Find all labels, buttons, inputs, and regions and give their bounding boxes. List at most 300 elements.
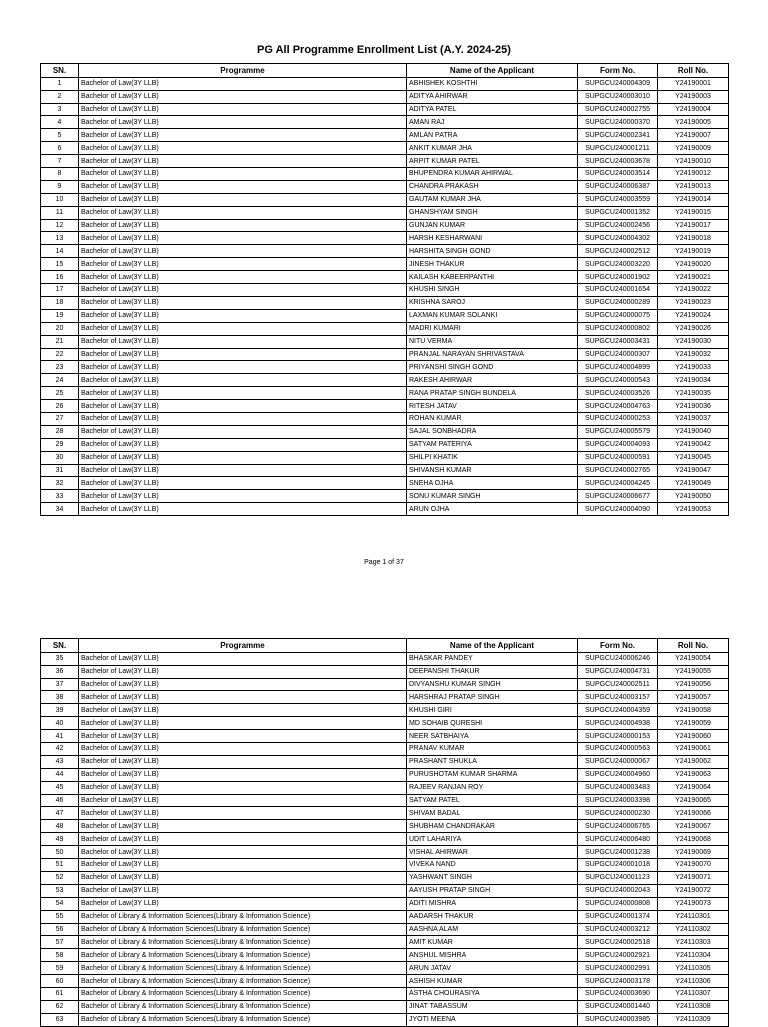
programme-cell: Bachelor of Law(3Y LLB) <box>79 142 407 155</box>
roll-number-cell: Y24110308 <box>658 1000 729 1013</box>
serial-number-cell: 10 <box>41 193 79 206</box>
serial-number-cell: 53 <box>41 884 79 897</box>
programme-cell: Bachelor of Law(3Y LLB) <box>79 665 407 678</box>
roll-number-cell: Y24190061 <box>658 743 729 756</box>
form-number-cell: SUPGCU240006765 <box>578 820 658 833</box>
serial-number-cell: 46 <box>41 794 79 807</box>
roll-number-cell: Y24190066 <box>658 807 729 820</box>
form-number-cell: SUPGCU240003514 <box>578 168 658 181</box>
table-row <box>41 335 729 348</box>
serial-number-cell: 7 <box>41 155 79 168</box>
roll-number-cell: Y24190021 <box>658 271 729 284</box>
programme-cell: Bachelor of Law(3Y LLB) <box>79 232 407 245</box>
applicant-name-cell: GUNJAN KUMAR <box>407 219 578 232</box>
programme-cell: Bachelor of Law(3Y LLB) <box>79 871 407 884</box>
serial-number-cell: 14 <box>41 245 79 258</box>
programme-cell: Bachelor of Law(3Y LLB) <box>79 206 407 219</box>
programme-cell: Bachelor of Law(3Y LLB) <box>79 90 407 103</box>
table-row <box>41 374 729 387</box>
serial-number-cell: 38 <box>41 691 79 704</box>
programme-cell: Bachelor of Library & Information Sciences(Library & Information Science) <box>79 987 407 1000</box>
applicant-name-cell: PURUSHOTAM KUMAR SHARMA <box>407 768 578 781</box>
roll-number-cell: Y24190037 <box>658 412 729 425</box>
roll-number-cell: Y24190034 <box>658 374 729 387</box>
roll-number-cell: Y24110307 <box>658 987 729 1000</box>
applicant-name-cell: SATYAM PATERIYA <box>407 438 578 451</box>
col-header-programme: Programme <box>79 639 407 653</box>
form-number-cell: SUPGCU240000808 <box>578 897 658 910</box>
applicant-name-cell: AADARSH THAKUR <box>407 910 578 923</box>
roll-number-cell: Y24190058 <box>658 704 729 717</box>
form-number-cell: SUPGCU240003678 <box>578 155 658 168</box>
form-number-cell: SUPGCU240002921 <box>578 949 658 962</box>
form-number-cell: SUPGCU240004899 <box>578 361 658 374</box>
programme-cell: Bachelor of Law(3Y LLB) <box>79 77 407 90</box>
applicant-name-cell: GAUTAM KUMAR JHA <box>407 193 578 206</box>
serial-number-cell: 43 <box>41 755 79 768</box>
programme-cell: Bachelor of Law(3Y LLB) <box>79 781 407 794</box>
table-row <box>41 884 729 897</box>
applicant-name-cell: BHUPENDRA KUMAR AHIRWAL <box>407 168 578 181</box>
serial-number-cell: 23 <box>41 361 79 374</box>
roll-number-cell: Y24190065 <box>658 794 729 807</box>
roll-number-cell: Y24190024 <box>658 309 729 322</box>
programme-cell: Bachelor of Law(3Y LLB) <box>79 490 407 503</box>
applicant-name-cell: ASTHA CHOURASIYA <box>407 987 578 1000</box>
serial-number-cell: 9 <box>41 180 79 193</box>
table-row <box>41 652 729 665</box>
form-number-cell: SUPGCU240000370 <box>578 116 658 129</box>
serial-number-cell: 30 <box>41 451 79 464</box>
programme-cell: Bachelor of Law(3Y LLB) <box>79 155 407 168</box>
table-header-row <box>41 64 729 78</box>
roll-number-cell: Y24190049 <box>658 477 729 490</box>
roll-number-cell: Y24190023 <box>658 296 729 309</box>
programme-cell: Bachelor of Law(3Y LLB) <box>79 859 407 872</box>
form-number-cell: SUPGCU240004093 <box>578 438 658 451</box>
serial-number-cell: 40 <box>41 717 79 730</box>
form-number-cell: SUPGCU240002511 <box>578 678 658 691</box>
applicant-name-cell: RITESH JATAV <box>407 400 578 413</box>
table-row <box>41 103 729 116</box>
table-row <box>41 1000 729 1013</box>
serial-number-cell: 58 <box>41 949 79 962</box>
programme-cell: Bachelor of Law(3Y LLB) <box>79 503 407 516</box>
roll-number-cell: Y24110309 <box>658 1013 729 1026</box>
serial-number-cell: 51 <box>41 859 79 872</box>
applicant-name-cell: KAILASH KABEERPANTHI <box>407 271 578 284</box>
table-row <box>41 962 729 975</box>
serial-number-cell: 49 <box>41 833 79 846</box>
serial-number-cell: 52 <box>41 871 79 884</box>
table-row <box>41 168 729 181</box>
applicant-name-cell: SAJAL SONBHADRA <box>407 425 578 438</box>
form-number-cell: SUPGCU240001352 <box>578 206 658 219</box>
applicant-name-cell: PRANAV KUMAR <box>407 743 578 756</box>
form-number-cell: SUPGCU240004302 <box>578 232 658 245</box>
form-number-cell: SUPGCU240000563 <box>578 743 658 756</box>
col-header-roll-no: Roll No. <box>658 639 729 653</box>
form-number-cell: SUPGCU240000543 <box>578 374 658 387</box>
serial-number-cell: 37 <box>41 678 79 691</box>
roll-number-cell: Y24110304 <box>658 949 729 962</box>
applicant-name-cell: SNEHA OJHA <box>407 477 578 490</box>
table-row <box>41 77 729 90</box>
table-row <box>41 271 729 284</box>
form-number-cell: SUPGCU240000230 <box>578 807 658 820</box>
applicant-name-cell: ASHISH KUMAR <box>407 975 578 988</box>
programme-cell: Bachelor of Law(3Y LLB) <box>79 755 407 768</box>
roll-number-cell: Y24190062 <box>658 755 729 768</box>
applicant-name-cell: JINAT TABASSUM <box>407 1000 578 1013</box>
roll-number-cell: Y24190059 <box>658 717 729 730</box>
roll-number-cell: Y24190050 <box>658 490 729 503</box>
roll-number-cell: Y24190047 <box>658 464 729 477</box>
form-number-cell: SUPGCU240002765 <box>578 464 658 477</box>
form-number-cell: SUPGCU240001123 <box>578 871 658 884</box>
form-number-cell: SUPGCU240003559 <box>578 193 658 206</box>
roll-number-cell: Y24190022 <box>658 284 729 297</box>
form-number-cell: SUPGCU240003985 <box>578 1013 658 1026</box>
applicant-name-cell: RAKESH AHIRWAR <box>407 374 578 387</box>
programme-cell: Bachelor of Library & Information Sciences(Library & Information Science) <box>79 923 407 936</box>
form-number-cell: SUPGCU240002518 <box>578 936 658 949</box>
programme-cell: Bachelor of Law(3Y LLB) <box>79 116 407 129</box>
programme-cell: Bachelor of Library & Information Sciences(Library & Information Science) <box>79 1000 407 1013</box>
form-number-cell: SUPGCU240000153 <box>578 730 658 743</box>
form-number-cell: SUPGCU240001211 <box>578 142 658 155</box>
col-header-programme: Programme <box>79 64 407 78</box>
roll-number-cell: Y24190054 <box>658 652 729 665</box>
col-header-applicant-name: Name of the Applicant <box>407 639 578 653</box>
table-row <box>41 503 729 516</box>
roll-number-cell: Y24190063 <box>658 768 729 781</box>
roll-number-cell: Y24190026 <box>658 322 729 335</box>
programme-cell: Bachelor of Law(3Y LLB) <box>79 309 407 322</box>
roll-number-cell: Y24190033 <box>658 361 729 374</box>
programme-cell: Bachelor of Law(3Y LLB) <box>79 717 407 730</box>
table-row <box>41 820 729 833</box>
table-row <box>41 245 729 258</box>
roll-number-cell: Y24190015 <box>658 206 729 219</box>
applicant-name-cell: UDIT LAHARIYA <box>407 833 578 846</box>
form-number-cell: SUPGCU240002043 <box>578 884 658 897</box>
col-header-sn: SN. <box>41 639 79 653</box>
applicant-name-cell: AMIT KUMAR <box>407 936 578 949</box>
form-number-cell: SUPGCU240002512 <box>578 245 658 258</box>
form-number-cell: SUPGCU240001238 <box>578 846 658 859</box>
applicant-name-cell: ADITYA PATEL <box>407 103 578 116</box>
roll-number-cell: Y24110306 <box>658 975 729 988</box>
form-number-cell: SUPGCU240006677 <box>578 490 658 503</box>
roll-number-cell: Y24190057 <box>658 691 729 704</box>
applicant-name-cell: ARUN OJHA <box>407 503 578 516</box>
col-header-applicant-name: Name of the Applicant <box>407 64 578 78</box>
programme-cell: Bachelor of Law(3Y LLB) <box>79 884 407 897</box>
table-row <box>41 807 729 820</box>
table-row <box>41 387 729 400</box>
roll-number-cell: Y24190009 <box>658 142 729 155</box>
table-row <box>41 910 729 923</box>
applicant-name-cell: HARSHITA SINGH GOND <box>407 245 578 258</box>
table-row <box>41 348 729 361</box>
table-row <box>41 464 729 477</box>
serial-number-cell: 57 <box>41 936 79 949</box>
table-row <box>41 284 729 297</box>
table-row <box>41 949 729 962</box>
table-row <box>41 309 729 322</box>
programme-cell: Bachelor of Law(3Y LLB) <box>79 284 407 297</box>
applicant-name-cell: ARUN JATAV <box>407 962 578 975</box>
serial-number-cell: 22 <box>41 348 79 361</box>
programme-cell: Bachelor of Library & Information Sciences(Library & Information Science) <box>79 1013 407 1026</box>
roll-number-cell: Y24110302 <box>658 923 729 936</box>
form-number-cell: SUPGCU240001654 <box>578 284 658 297</box>
form-number-cell: SUPGCU240000591 <box>578 451 658 464</box>
applicant-name-cell: NITU VERMA <box>407 335 578 348</box>
serial-number-cell: 35 <box>41 652 79 665</box>
col-header-form-no: Form No. <box>578 64 658 78</box>
table-row <box>41 180 729 193</box>
form-number-cell: SUPGCU240006246 <box>578 652 658 665</box>
applicant-name-cell: PRIYANSHI SINGH GOND <box>407 361 578 374</box>
applicant-name-cell: KHUSHI SINGH <box>407 284 578 297</box>
roll-number-cell: Y24190020 <box>658 258 729 271</box>
roll-number-cell: Y24190068 <box>658 833 729 846</box>
serial-number-cell: 60 <box>41 975 79 988</box>
roll-number-cell: Y24190070 <box>658 859 729 872</box>
serial-number-cell: 18 <box>41 296 79 309</box>
applicant-name-cell: YASHWANT SINGH <box>407 871 578 884</box>
page-title: PG All Programme Enrollment List (A.Y. 2024-25) <box>257 44 511 56</box>
roll-number-cell: Y24190017 <box>658 219 729 232</box>
roll-number-cell: Y24190032 <box>658 348 729 361</box>
applicant-name-cell: AMAN RAJ <box>407 116 578 129</box>
serial-number-cell: 21 <box>41 335 79 348</box>
table-row <box>41 412 729 425</box>
form-number-cell: SUPGCU240002456 <box>578 219 658 232</box>
table-row <box>41 206 729 219</box>
roll-number-cell: Y24190069 <box>658 846 729 859</box>
serial-number-cell: 4 <box>41 116 79 129</box>
roll-number-cell: Y24190040 <box>658 425 729 438</box>
form-number-cell: SUPGCU240000289 <box>578 296 658 309</box>
table-row <box>41 755 729 768</box>
form-number-cell: SUPGCU240002341 <box>578 129 658 142</box>
form-number-cell: SUPGCU240000253 <box>578 412 658 425</box>
roll-number-cell: Y24190056 <box>658 678 729 691</box>
applicant-name-cell: AAYUSH PRATAP SINGH <box>407 884 578 897</box>
table-header-row <box>41 639 729 653</box>
table-row <box>41 678 729 691</box>
roll-number-cell: Y24190035 <box>658 387 729 400</box>
roll-number-cell: Y24190013 <box>658 180 729 193</box>
form-number-cell: SUPGCU240003220 <box>578 258 658 271</box>
table-row <box>41 923 729 936</box>
table-row <box>41 296 729 309</box>
table-row <box>41 717 729 730</box>
roll-number-cell: Y24190004 <box>658 103 729 116</box>
programme-cell: Bachelor of Law(3Y LLB) <box>79 168 407 181</box>
serial-number-cell: 15 <box>41 258 79 271</box>
programme-cell: Bachelor of Law(3Y LLB) <box>79 258 407 271</box>
applicant-name-cell: PRASHANT SHUKLA <box>407 755 578 768</box>
table-row <box>41 936 729 949</box>
roll-number-cell: Y24190071 <box>658 871 729 884</box>
programme-cell: Bachelor of Library & Information Sciences(Library & Information Science) <box>79 910 407 923</box>
table-row <box>41 1013 729 1026</box>
form-number-cell: SUPGCU240002991 <box>578 962 658 975</box>
page-number: Page 1 of 37 <box>364 559 404 566</box>
serial-number-cell: 13 <box>41 232 79 245</box>
programme-cell: Bachelor of Law(3Y LLB) <box>79 335 407 348</box>
applicant-name-cell: AASHNA ALAM <box>407 923 578 936</box>
form-number-cell: SUPGCU240004960 <box>578 768 658 781</box>
table-row <box>41 193 729 206</box>
table-row <box>41 768 729 781</box>
applicant-name-cell: PRANJAL NARAYAN SHRIVASTAVA <box>407 348 578 361</box>
programme-cell: Bachelor of Law(3Y LLB) <box>79 400 407 413</box>
form-number-cell: SUPGCU240003431 <box>578 335 658 348</box>
serial-number-cell: 33 <box>41 490 79 503</box>
roll-number-cell: Y24190007 <box>658 129 729 142</box>
programme-cell: Bachelor of Law(3Y LLB) <box>79 322 407 335</box>
applicant-name-cell: ADITYA AHIRWAR <box>407 90 578 103</box>
programme-cell: Bachelor of Law(3Y LLB) <box>79 348 407 361</box>
form-number-cell: SUPGCU240000067 <box>578 755 658 768</box>
serial-number-cell: 45 <box>41 781 79 794</box>
applicant-name-cell: NEER SATBHAIYA <box>407 730 578 743</box>
roll-number-cell: Y24190018 <box>658 232 729 245</box>
serial-number-cell: 42 <box>41 743 79 756</box>
table-row <box>41 219 729 232</box>
programme-cell: Bachelor of Law(3Y LLB) <box>79 387 407 400</box>
roll-number-cell: Y24110303 <box>658 936 729 949</box>
serial-number-cell: 59 <box>41 962 79 975</box>
serial-number-cell: 32 <box>41 477 79 490</box>
table-row <box>41 833 729 846</box>
roll-number-cell: Y24190010 <box>658 155 729 168</box>
roll-number-cell: Y24190036 <box>658 400 729 413</box>
programme-cell: Bachelor of Law(3Y LLB) <box>79 743 407 756</box>
form-number-cell: SUPGCU240004763 <box>578 400 658 413</box>
table-row <box>41 665 729 678</box>
serial-number-cell: 20 <box>41 322 79 335</box>
programme-cell: Bachelor of Law(3Y LLB) <box>79 271 407 284</box>
form-number-cell: SUPGCU240001902 <box>578 271 658 284</box>
programme-cell: Bachelor of Law(3Y LLB) <box>79 820 407 833</box>
programme-cell: Bachelor of Law(3Y LLB) <box>79 425 407 438</box>
table-row <box>41 451 729 464</box>
serial-number-cell: 29 <box>41 438 79 451</box>
form-number-cell: SUPGCU240003526 <box>578 387 658 400</box>
table-row <box>41 477 729 490</box>
programme-cell: Bachelor of Law(3Y LLB) <box>79 361 407 374</box>
programme-cell: Bachelor of Library & Information Sciences(Library & Information Science) <box>79 949 407 962</box>
applicant-name-cell: RANA PRATAP SINGH BUNDELA <box>407 387 578 400</box>
form-number-cell: SUPGCU240004359 <box>578 704 658 717</box>
serial-number-cell: 34 <box>41 503 79 516</box>
serial-number-cell: 39 <box>41 704 79 717</box>
table-row <box>41 871 729 884</box>
form-number-cell: SUPGCU240003483 <box>578 781 658 794</box>
applicant-name-cell: RAJEEV RANJAN ROY <box>407 781 578 794</box>
programme-cell: Bachelor of Law(3Y LLB) <box>79 652 407 665</box>
roll-number-cell: Y24190053 <box>658 503 729 516</box>
form-number-cell: SUPGCU240003010 <box>578 90 658 103</box>
table-row <box>41 425 729 438</box>
enrollment-table-page-1 <box>40 63 729 516</box>
table-row <box>41 116 729 129</box>
table-row <box>41 142 729 155</box>
table-row <box>41 258 729 271</box>
form-number-cell: SUPGCU240003398 <box>578 794 658 807</box>
programme-cell: Bachelor of Law(3Y LLB) <box>79 794 407 807</box>
serial-number-cell: 11 <box>41 206 79 219</box>
programme-cell: Bachelor of Library & Information Sciences(Library & Information Science) <box>79 962 407 975</box>
form-number-cell: SUPGCU240001018 <box>578 859 658 872</box>
programme-cell: Bachelor of Law(3Y LLB) <box>79 833 407 846</box>
serial-number-cell: 19 <box>41 309 79 322</box>
roll-number-cell: Y24190060 <box>658 730 729 743</box>
roll-number-cell: Y24190005 <box>658 116 729 129</box>
serial-number-cell: 56 <box>41 923 79 936</box>
table-row <box>41 232 729 245</box>
table-row <box>41 438 729 451</box>
table-row <box>41 691 729 704</box>
col-header-roll-no: Roll No. <box>658 64 729 78</box>
form-number-cell: SUPGCU240003157 <box>578 691 658 704</box>
programme-cell: Bachelor of Law(3Y LLB) <box>79 704 407 717</box>
applicant-name-cell: CHANDRA PRAKASH <box>407 180 578 193</box>
table-row <box>41 400 729 413</box>
serial-number-cell: 3 <box>41 103 79 116</box>
programme-cell: Bachelor of Law(3Y LLB) <box>79 807 407 820</box>
enrollment-table-page-2 <box>40 638 729 1027</box>
serial-number-cell: 41 <box>41 730 79 743</box>
table-row <box>41 730 729 743</box>
applicant-name-cell: MD SOHAIB QURESHI <box>407 717 578 730</box>
serial-number-cell: 5 <box>41 129 79 142</box>
table-row <box>41 794 729 807</box>
serial-number-cell: 55 <box>41 910 79 923</box>
applicant-name-cell: KHUSHI GIRI <box>407 704 578 717</box>
serial-number-cell: 63 <box>41 1013 79 1026</box>
applicant-name-cell: GHANSHYAM SINGH <box>407 206 578 219</box>
applicant-name-cell: SHILPI KHATIK <box>407 451 578 464</box>
serial-number-cell: 61 <box>41 987 79 1000</box>
roll-number-cell: Y24110305 <box>658 962 729 975</box>
roll-number-cell: Y24190073 <box>658 897 729 910</box>
roll-number-cell: Y24110301 <box>658 910 729 923</box>
form-number-cell: SUPGCU240004309 <box>578 77 658 90</box>
roll-number-cell: Y24190003 <box>658 90 729 103</box>
programme-cell: Bachelor of Law(3Y LLB) <box>79 768 407 781</box>
form-number-cell: SUPGCU240003178 <box>578 975 658 988</box>
applicant-name-cell: JYOTI MEENA <box>407 1013 578 1026</box>
serial-number-cell: 8 <box>41 168 79 181</box>
roll-number-cell: Y24190019 <box>658 245 729 258</box>
serial-number-cell: 54 <box>41 897 79 910</box>
form-number-cell: SUPGCU240000075 <box>578 309 658 322</box>
applicant-name-cell: SATYAM PATEL <box>407 794 578 807</box>
table-row <box>41 897 729 910</box>
serial-number-cell: 48 <box>41 820 79 833</box>
table-row <box>41 781 729 794</box>
applicant-name-cell: HARSH KESHARWANI <box>407 232 578 245</box>
col-header-sn: SN. <box>41 64 79 78</box>
form-number-cell: SUPGCU240001374 <box>578 910 658 923</box>
